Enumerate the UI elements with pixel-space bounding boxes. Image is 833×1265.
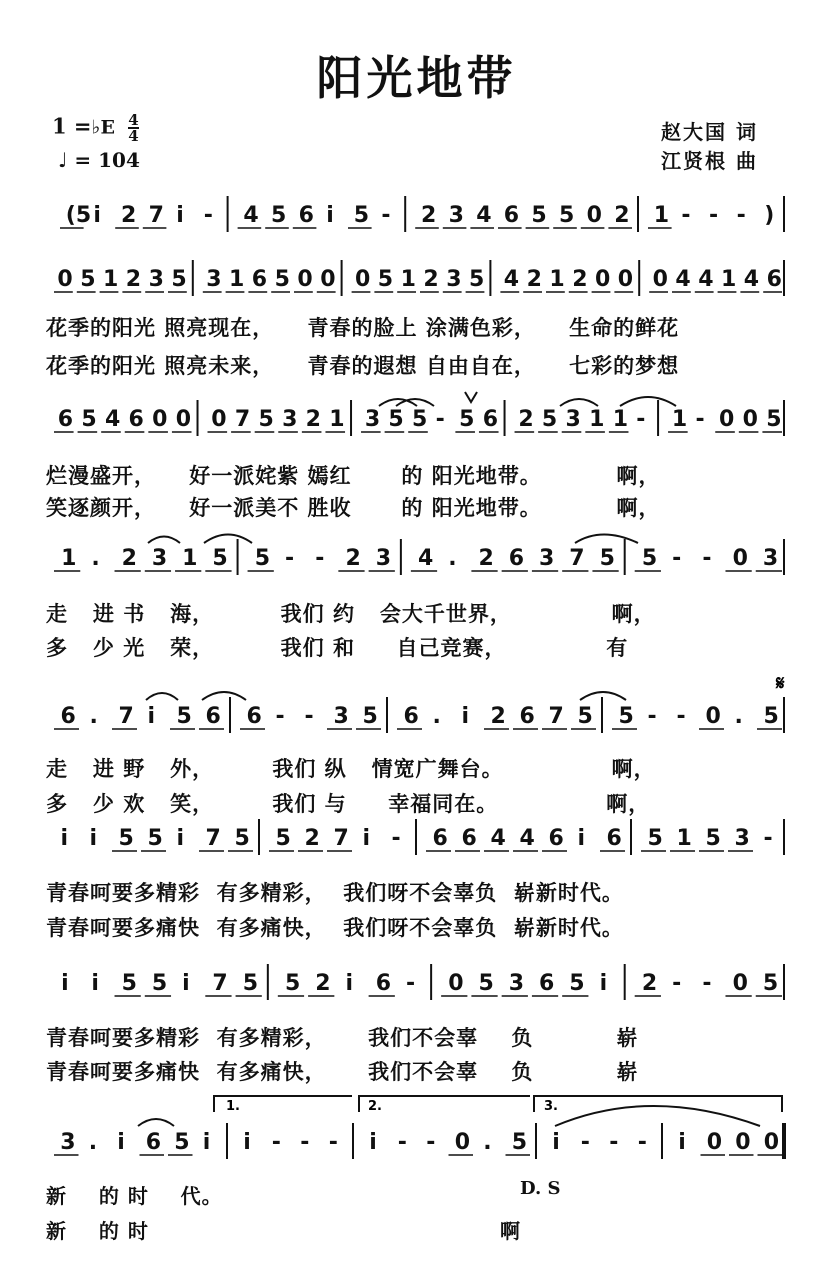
note: 5 [212, 546, 228, 571]
note: i [61, 971, 69, 996]
note: 5 [377, 267, 394, 292]
note: 2 [423, 267, 439, 292]
note: i [60, 826, 69, 851]
note: 0 [719, 407, 735, 432]
note: 5 [147, 826, 163, 851]
note: - [736, 203, 746, 228]
note: 6 [508, 546, 525, 571]
note: 5 [388, 407, 404, 432]
note: 7 [118, 704, 134, 729]
slur [146, 693, 178, 700]
note: - [702, 546, 712, 571]
volta-bracket-3 [534, 1096, 782, 1112]
volta-bracket-2 [359, 1096, 530, 1112]
note: 5 [577, 704, 593, 729]
note: . [483, 1130, 492, 1155]
note: 1 [589, 407, 605, 432]
note: 2 [490, 704, 506, 729]
lyric-line-6b: 青春呵要多痛快 有多痛快， 我们不会辜 负 崭 [46, 1060, 639, 1084]
note: 0 [735, 1130, 751, 1155]
note: 5 [81, 407, 97, 432]
note: i [117, 1130, 125, 1155]
note: i [176, 826, 185, 851]
note: 5 [362, 704, 378, 729]
note: 5 [80, 267, 96, 292]
note: 5 [242, 971, 259, 996]
note: 3 [508, 971, 525, 996]
note: - [672, 546, 682, 571]
volta-label-2: 2. [368, 1099, 382, 1114]
note: - [304, 704, 314, 729]
note: - [676, 704, 686, 729]
note: i [243, 1130, 251, 1155]
note: 6 [461, 826, 477, 851]
note: - [702, 971, 712, 996]
notation-row [54, 539, 784, 575]
note: 2 [518, 407, 534, 432]
note: - [763, 826, 773, 851]
note: 2 [304, 826, 320, 851]
tempo-value: = 104 [74, 148, 140, 172]
note: 4 [675, 267, 691, 292]
lyric-line-3a: 走 进 书 海， 我们 约 会大千世界， 啊， [46, 602, 656, 626]
lyric-line-2a: 烂漫盛开， 好一派姹紫 嫣红 的 阳光地带。 啊， [46, 464, 661, 488]
note: 4 [698, 267, 714, 292]
breath-mark [465, 392, 477, 402]
note: i [176, 203, 184, 228]
notation-row [61, 819, 785, 855]
note: 0 [355, 267, 371, 292]
note: 2 [305, 407, 321, 432]
slur [204, 535, 252, 544]
note: 6 [548, 826, 564, 851]
note: 6 [60, 704, 76, 729]
lyric-line-1b: 花季的阳光 照亮未来， 青春的遐想 自由自在， 七彩的梦想 [46, 354, 680, 378]
note: 5 [766, 407, 782, 432]
notation-row [60, 196, 784, 232]
note: 5 [176, 704, 192, 729]
note: 0 [706, 1130, 723, 1155]
note: 2 [614, 203, 630, 228]
note: 0 [454, 1130, 471, 1155]
note: 1 [329, 407, 345, 432]
note: i [89, 826, 98, 851]
note: 5 [469, 267, 485, 292]
note: 7 [205, 826, 221, 851]
slur [555, 1106, 760, 1126]
note: - [397, 1130, 407, 1155]
note: i [369, 1130, 377, 1155]
note: - [315, 546, 325, 571]
note: . [448, 546, 457, 571]
note: 5 [171, 267, 187, 292]
note: 5 [151, 971, 168, 996]
lyric-line-1a: 花季的阳光 照亮现在， 青春的脸上 涂满色彩， 生命的鲜花 [46, 316, 680, 340]
lyric-line-7a: 新 的 时 代。 [46, 1184, 223, 1208]
note: i [93, 203, 101, 228]
note: i [326, 203, 334, 228]
note: 4 [104, 407, 121, 432]
note: 0 [211, 407, 227, 432]
note: 5 [274, 267, 290, 292]
note: 1 [103, 267, 119, 292]
note: i [461, 704, 470, 729]
note: - [406, 971, 416, 996]
note: 6 [251, 267, 268, 292]
notation-row [61, 964, 784, 1000]
key-note: ♭E [91, 116, 115, 139]
note: 7 [548, 704, 564, 729]
note: 2 [125, 267, 142, 292]
notation-row [54, 260, 784, 296]
note: 5 [118, 826, 134, 851]
note: 6 [606, 826, 622, 851]
note: 1 [653, 203, 670, 228]
slur [138, 1119, 174, 1126]
note: - [695, 407, 705, 432]
note: 0 [732, 971, 748, 996]
note: 6 [375, 971, 392, 996]
note: 5 [511, 1130, 528, 1155]
note: 6 [432, 826, 448, 851]
note: - [284, 546, 295, 571]
note: 3 [151, 546, 168, 571]
note: - [426, 1130, 436, 1155]
note: i [202, 1130, 211, 1155]
note: 2 [572, 267, 588, 292]
note: 5 [254, 546, 271, 571]
note: 5 [275, 826, 291, 851]
note: - [275, 704, 285, 729]
note: - [328, 1130, 338, 1155]
note: 2 [121, 546, 137, 571]
note: 1 [671, 407, 688, 432]
note: 5 [569, 971, 585, 996]
note: 6 [298, 203, 314, 228]
note: 5 [234, 826, 250, 851]
note: 5 [705, 826, 721, 851]
volta-label-1: 1. [226, 1099, 240, 1114]
lyric-line-7c: 啊 [500, 1219, 521, 1243]
note: . [734, 704, 743, 729]
note: - [647, 704, 657, 729]
note: 3 [60, 1130, 76, 1155]
note: i [577, 826, 586, 851]
note: 5 [284, 971, 301, 996]
note: 5 [531, 203, 547, 228]
note: 0 [595, 267, 611, 292]
note: 0 [617, 267, 634, 292]
note: i [362, 826, 371, 851]
note: 7 [212, 971, 228, 996]
note: 2 [315, 971, 331, 996]
note: 0 [297, 267, 313, 292]
composer-credit: 江贤根 曲 [661, 149, 758, 173]
volta-label-3: 3. [544, 1099, 558, 1114]
note: 3 [448, 203, 464, 228]
note: . [432, 704, 441, 729]
note: 0 [763, 1130, 780, 1155]
note: . [89, 704, 98, 729]
note: i [599, 971, 608, 996]
note: - [391, 826, 401, 851]
note: 3 [333, 704, 349, 729]
lyric-line-6a: 青春呵要多精彩 有多精彩， 我们不会辜 负 崭 [46, 1026, 639, 1050]
note: i [678, 1130, 686, 1155]
note: 5 [559, 203, 575, 228]
note: 1 [676, 826, 692, 851]
key-prefix: 1 = [52, 113, 92, 139]
note: 6 [205, 704, 221, 729]
note: 6 [403, 704, 419, 729]
note: 0 [175, 407, 192, 432]
note: ) [764, 203, 775, 228]
note: 3 [762, 546, 779, 571]
note: 1 [612, 407, 629, 432]
note: . [88, 1130, 98, 1155]
note: 6 [145, 1130, 162, 1155]
note: 3 [565, 407, 581, 432]
note: 6 [482, 407, 499, 432]
slur [575, 535, 638, 544]
note: 4 [418, 546, 434, 571]
lyric-line-5b: 青春呵要多痛快 有多痛快， 我们呀不会辜负 崭新时代。 [46, 916, 624, 940]
note: 5 [541, 407, 558, 432]
note: - [381, 203, 391, 228]
note: 5 [647, 826, 663, 851]
lyricist-credit: 赵大国 词 [661, 120, 758, 144]
note: 0 [57, 267, 73, 292]
slur [202, 692, 246, 700]
note: 0 [732, 546, 748, 571]
note: i [91, 971, 99, 996]
note: 7 [234, 407, 251, 432]
note: 0 [586, 203, 602, 228]
slur [620, 397, 676, 406]
note: 5 [763, 704, 779, 729]
lyric-line-2b: 笑逐颜开， 好一派美不 胜收 的 阳光地带。 啊， [46, 496, 661, 520]
note: 6 [128, 407, 144, 432]
note: 0 [320, 267, 336, 292]
note: 2 [478, 546, 494, 571]
note: 1 [549, 267, 565, 292]
note: (5 [65, 203, 92, 228]
song-title: 阳光地带 [316, 51, 517, 105]
lyric-line-7b: 新 的 时 [46, 1219, 149, 1243]
note: 4 [743, 267, 760, 292]
note: - [300, 1130, 310, 1155]
note: 5 [641, 546, 658, 571]
note: - [580, 1130, 590, 1155]
note: 6 [246, 704, 262, 729]
note: 5 [174, 1130, 190, 1155]
note: 2 [641, 971, 658, 996]
note: - [609, 1130, 619, 1155]
note: - [672, 971, 682, 996]
note: 5 [412, 407, 428, 432]
note: 6 [766, 267, 782, 292]
note: 1 [400, 267, 416, 292]
note: - [636, 407, 646, 432]
quarter-note-icon: ♩ [58, 148, 68, 172]
note: 0 [705, 704, 721, 729]
note: 4 [519, 826, 535, 851]
note: 6 [57, 407, 74, 432]
note: i [182, 971, 190, 996]
note: 6 [519, 704, 535, 729]
note: 5 [599, 546, 615, 571]
note: 3 [364, 407, 381, 432]
note: 2 [345, 546, 361, 571]
note: 1 [721, 267, 737, 292]
note: 4 [490, 826, 506, 851]
note: 0 [742, 407, 758, 432]
note: 4 [476, 203, 492, 228]
time-bottom: 4 [128, 127, 139, 145]
note: i [147, 704, 156, 729]
segno-icon: 𝄋 [776, 671, 785, 695]
note: 7 [148, 203, 164, 228]
note: 3 [282, 407, 298, 432]
notation-row [54, 697, 784, 733]
lyric-line-3b: 多 少 光 荣， 我们 和 自己竞赛， 有 [46, 636, 629, 660]
note: 0 [152, 407, 168, 432]
note: 5 [121, 971, 137, 996]
note: 3 [148, 267, 164, 292]
note: 0 [652, 267, 668, 292]
slur [560, 399, 598, 406]
time-top: 4 [128, 111, 139, 129]
note: 2 [526, 267, 542, 292]
note: 6 [539, 971, 555, 996]
note: 3 [206, 267, 222, 292]
note: 3 [539, 546, 555, 571]
note: 4 [503, 267, 520, 292]
note: . [91, 546, 100, 571]
note: - [203, 203, 213, 228]
note: 2 [121, 203, 137, 228]
note: 5 [478, 971, 494, 996]
note: 3 [734, 826, 750, 851]
note: 2 [421, 203, 437, 228]
note: 1 [229, 267, 245, 292]
note: 5 [459, 407, 475, 432]
note: 3 [375, 546, 392, 571]
note: 1 [182, 546, 198, 571]
note: 3 [446, 267, 462, 292]
note: - [637, 1130, 647, 1155]
note: - [709, 203, 719, 228]
note: 6 [503, 203, 520, 228]
note: 0 [448, 971, 464, 996]
note: 1 [61, 546, 77, 571]
note: - [271, 1130, 281, 1155]
note: i [552, 1130, 560, 1155]
lyric-line-5a: 青春呵要多精彩 有多精彩， 我们呀不会辜负 崭新时代。 [46, 881, 624, 905]
notation-row [54, 1123, 784, 1159]
da-capo-segno-mark: D. S [520, 1178, 561, 1199]
note: 5 [271, 203, 287, 228]
slur [148, 537, 180, 544]
lyric-line-4b: 多 少 欢 笑， 我们 与 幸福同在。 啊， [46, 792, 651, 816]
note: 5 [762, 971, 779, 996]
note: 4 [243, 203, 259, 228]
note: - [435, 407, 445, 432]
note: - [681, 203, 691, 228]
note: 5 [258, 407, 274, 432]
note: 7 [333, 826, 349, 851]
note: 5 [618, 704, 634, 729]
lyric-line-4a: 走 进 野 外， 我们 纵 情宽广舞台。 啊， [46, 757, 656, 781]
note: 5 [353, 203, 370, 228]
note: i [345, 971, 354, 996]
note: 7 [569, 546, 585, 571]
